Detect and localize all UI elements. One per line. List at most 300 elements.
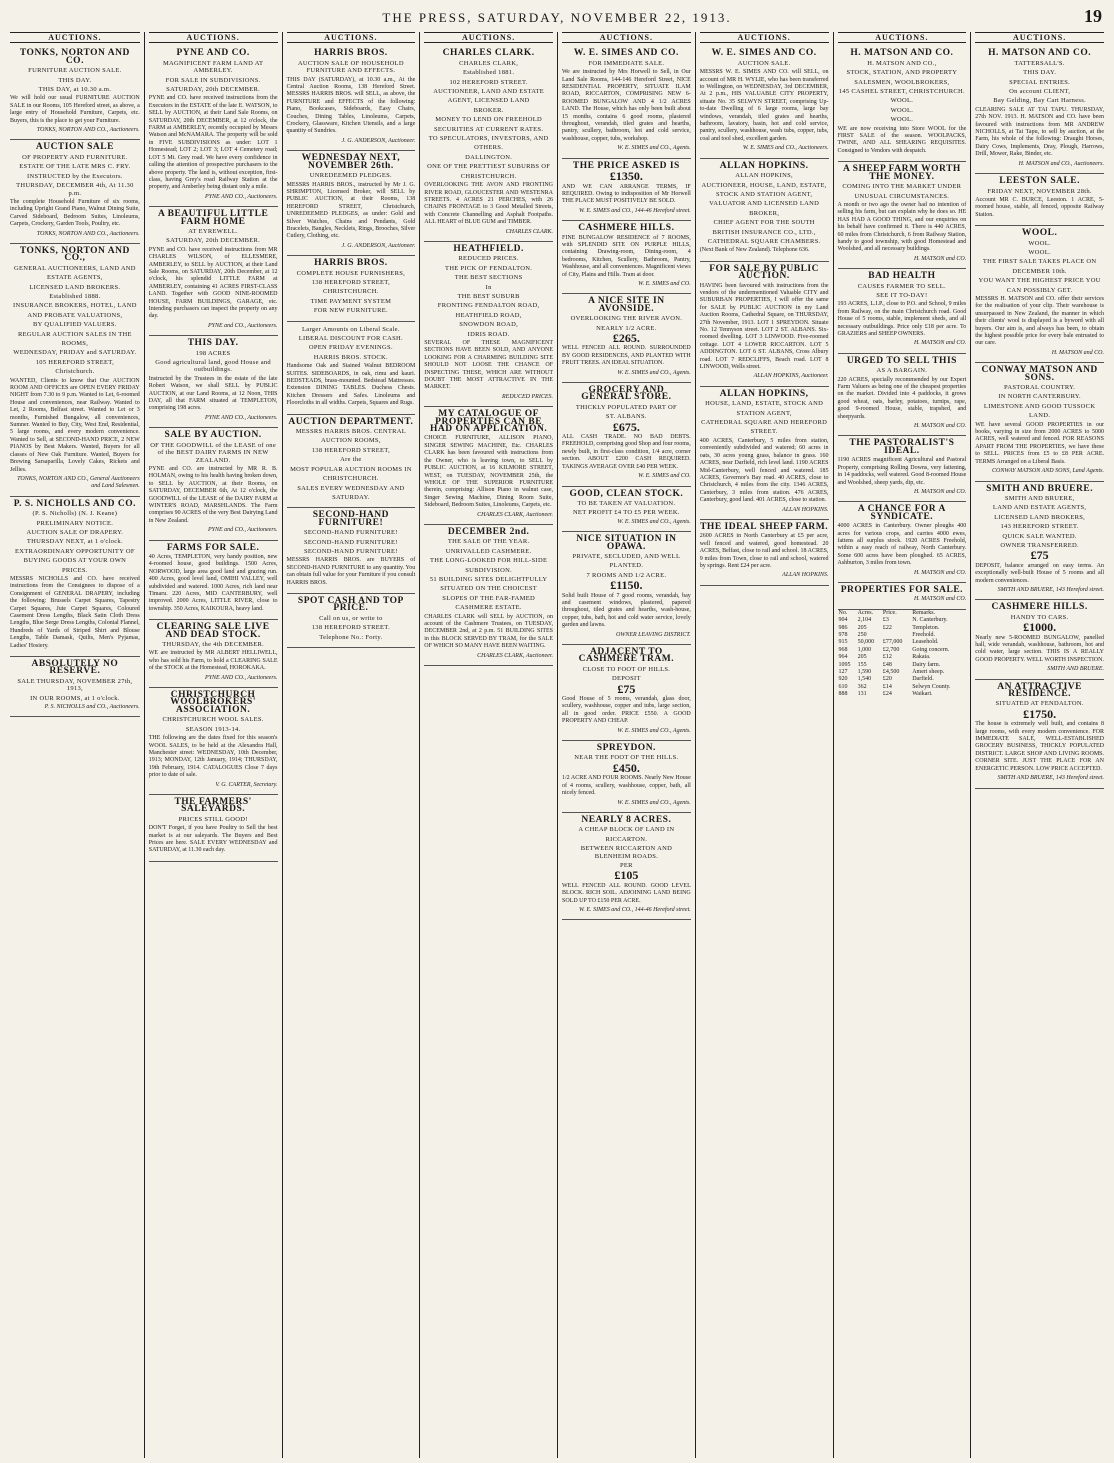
ad-subheading: SMITH AND BRUERE, <box>1004 494 1075 502</box>
ad-subheading: EXTRAORDINARY OPPORTUNITY OF <box>14 547 135 555</box>
ad-heading: SMITH AND BRUERE. <box>986 483 1094 494</box>
advertisement <box>424 525 553 666</box>
ad-subheading: MESSRS HARRIS BROS. CENTRAL <box>295 428 407 436</box>
advertisement <box>287 415 416 509</box>
advertisement <box>700 262 829 387</box>
ad-signature: W. E. SIMES and CO., Agents. <box>617 518 691 525</box>
ad-heading: MY CATALOGUE OF PROPERTIES CAN BE HAD ON APPLICATION. <box>429 409 548 435</box>
ad-heading: PROPERTIES FOR SALE. <box>840 584 964 595</box>
table-row <box>838 654 967 661</box>
ad-subheading: LIMESTONE AND GOOD TUSSOCK <box>983 402 1096 410</box>
ad-subheading: FURNITURE AUCTION SALE. <box>28 67 122 75</box>
column <box>144 32 282 1458</box>
ad-body: Account MR C. BURCE, Leeston. 1 ACRE, 5-roomed house, stable, all fenced, opposite Railway Station. <box>975 196 1104 218</box>
ad-body: OVERLOOKING THE AVON AND FRONTING RIVER ROAD, GLOUCESTER AND WESTENRA STREETS. 4 ACRES 21 PERCHES, with 26 CHAINS FRONTAGE to 3 Good Metalled Streets, with Concrete Channelling and Asphalt Footpaths. ALL HEART of BLUE GUM and TIMBER. <box>424 182 553 226</box>
advertisement <box>287 256 416 321</box>
advertisement <box>149 541 278 621</box>
table-cell: 610 <box>838 683 848 690</box>
table-cell: £4,500 <box>882 669 900 676</box>
ad-heading: ADJACENT TO CASHMERE TRAM. <box>578 647 675 665</box>
table-cell: £12 <box>882 654 892 661</box>
ad-signature: REDUCED PRICES. <box>502 393 553 400</box>
column-heading: AUCTIONS. <box>149 32 278 43</box>
ad-subheading: UNREDEEMED PLEDGES. <box>309 172 392 180</box>
ad-subheading: CLOSE TO FOOT OF HILLS. <box>582 665 671 673</box>
ad-subheading: DALLINGTON. <box>465 153 513 161</box>
ad-subheading: HARRIS BROS. STOCK. <box>313 353 388 361</box>
ad-signature: H. MATSON and CO., Auctioneers. <box>1018 160 1104 167</box>
ad-subheading: SALE THURSDAY, NOVEMBER 27th, 1913, <box>17 677 133 693</box>
table-cell: Going concern. <box>912 646 950 653</box>
ad-heading: THIS DAY. <box>187 338 239 349</box>
ad-subheading: REGULAR AUCTION SALES IN THE <box>18 330 132 338</box>
ad-heading: SPREYDON. <box>596 743 656 754</box>
ad-subheading: SALESMEN, WOOLBROKERS, <box>854 78 950 86</box>
advertisement <box>975 226 1104 363</box>
ad-subheading: FOR NEW FURNITURE. <box>313 307 388 315</box>
ad-signature: H. MATSON and CO. <box>913 596 967 603</box>
ad-heading: HEATHFIELD. <box>453 243 524 254</box>
ad-subheading: CASHMERE ESTATE. <box>455 604 522 612</box>
ad-price: £1750. <box>1023 706 1057 721</box>
ad-subheading: FOR SALE IN SUBDIVISIONS. <box>165 76 261 84</box>
ad-heading: GOOD, CLEAN STOCK. <box>569 488 684 499</box>
ad-signature: H. MATSON and CO. <box>913 255 967 262</box>
advertisement <box>149 795 278 862</box>
ad-subheading: NEAR THE FOOT OF THE HILLS. <box>574 754 679 762</box>
ad-body: MESSRS NICHOLLS and CO. have received instructions from the Consignees to dispose of a Consignment of GENERAL DRAPERY, including the following: Brussels Carpet Squares, Tapestry Carpet Squares, Jute Carpet Squares, Coloured Casement Dress Lengths, Black Satin Cloth Dress Lengths, Blue Serge Dress Lengths, Colonial Flannel, Hundreds of Yards of Striped Shirt and Blouse Lengths, Table Damask, Quilts, Men's Pyjamas, Ladies' Hosiery. <box>10 575 140 649</box>
ad-subheading: OTHERS. <box>474 144 504 152</box>
ad-subheading: PRELIMINARY NOTICE. <box>36 519 114 527</box>
advertisement <box>562 487 691 533</box>
ad-subheading: ROOMS, <box>61 340 89 347</box>
advertisement <box>562 46 691 158</box>
ad-price: £1350. <box>609 169 643 184</box>
table-cell: 362 <box>857 683 867 690</box>
ad-signature: W. E. SIMES and CO. <box>638 280 691 287</box>
ad-subheading: LIBERAL DISCOUNT FOR CASH. <box>298 335 403 342</box>
ad-heading: P. S. NICHOLLS AND CO. <box>13 498 137 509</box>
ad-body: SEVERAL OF THESE MAGNIFICENT SECTIONS HAVE BEEN SOLD, AND ANYONE LOOKING FOR A CHARMING BUILDING SITE SHOULD NOT LOOSE THE CHANCE OF INSPECTING THESE, WHICH ARE WITHOUT DOUBT THE MOST ATTRACTIVE IN THE MARKET. <box>424 340 553 391</box>
ad-subheading: THIS DAY. <box>1023 69 1057 77</box>
column-heading: AUCTIONS. <box>838 32 967 43</box>
advertisement <box>700 387 829 520</box>
ad-signature: CHARLES CLARK. <box>505 228 553 235</box>
advertisement <box>975 482 1104 601</box>
table-cell: 964 <box>838 654 848 661</box>
ad-subheading: SALES EVERY WEDNESDAY AND <box>297 484 405 492</box>
table-cell: Waikari. <box>912 691 933 698</box>
ad-subheading: WOOL. <box>1028 248 1051 256</box>
ad-signature: W. E. SIMES and CO., 144-46 Hereford street. <box>578 906 691 913</box>
table-cell: 205 <box>857 624 867 631</box>
ad-body: WE are instructed by MR ALBERT HELLIWELL, who has sold his Farm, to hold a CLEARING SALE of the STOCK at the Homestead, HOROKAKA. <box>148 650 278 672</box>
ad-body: CLEARING SALE AT TAI TAPU. THURSDAY, 27th NOV. 1913. H. MATSON and CO. have been favoured with instructions from MR ANDREW NICHOLLS, at Tai Tapu, to sell by auction, at the Farm, his whole of the following: Draught Horses, Dairy Cows, Implements, Dray, Plough, Harrows, Drill, Mower, Rake, Binder, etc. <box>975 106 1104 158</box>
table-row <box>838 691 967 698</box>
ad-heading: W. E. SIMES AND CO. <box>573 48 679 59</box>
ad-heading: FARMS FOR SALE. <box>166 542 260 553</box>
ad-subheading: ESTATE OF THE LATE MRS C. FRY. <box>19 163 131 171</box>
table-cell: 1,590 <box>857 669 872 676</box>
ad-signature: V. G. CARTER, Secretary. <box>215 781 278 788</box>
ad-signature: H. MATSON and CO. <box>1051 349 1104 356</box>
ad-subheading: A CHEAP BLOCK OF LAND IN <box>578 826 675 834</box>
ad-subheading: BROKER. <box>473 106 504 114</box>
table-cell: 205 <box>857 654 867 661</box>
advertisement <box>562 383 691 486</box>
ad-subheading: LAND. <box>1029 412 1051 420</box>
ad-heading: THE FARMERS' SALEYARDS. <box>174 796 252 815</box>
table-cell: 1095 <box>838 661 851 668</box>
advertisement <box>424 407 553 525</box>
ad-subheading: DEPOSIT <box>611 675 641 683</box>
ad-subheading: 198 ACRES <box>195 349 231 357</box>
table-cell: 978 <box>838 632 848 638</box>
advertisement <box>562 813 691 920</box>
table-row <box>838 639 967 646</box>
ad-heading: SPOT CASH AND TOP PRICE. <box>297 595 404 614</box>
ad-body: 400 ACRES, Canterbury, 5 miles from station, conveniently subdivided and watered; 60 acres in oats, 30 acres young grass, balance in grass. 160 ACRES, near Darfield, rich level land. 1190 ACRES Mid-Canterbury, well fenced and watered. 185 ACRES, Governor's Bay road. 40 ACRES, close to Christchurch, 4 miles from the city. 1346 ACRES, Canterbury, 3 miles from station. 476 ACRES, Canterbury, good land. 401 ACRES, close to station. <box>699 437 829 504</box>
ad-signature: H. MATSON and CO. <box>913 488 967 495</box>
table-row <box>838 676 967 683</box>
ad-signature: SMITH AND BRUERE, 143 Hereford street. <box>997 586 1104 593</box>
ad-subheading: ST. ALBANS. <box>605 413 647 421</box>
ad-subheading: CHRISTCHURCH. <box>323 475 379 483</box>
ad-signature: OWNER LEAVING DISTRICT. <box>615 631 691 638</box>
ad-body: We are instructed by Mrs Horwell to Sell, in Our Land Sale Rooms, 144-146 Hereford Street, NICE RESIDENTIAL PROPERTY, SITUATE ILAM ROAD, RICCARTON, COMPRISING NEW 6-ROOMED BUNGALOW AND 4 1/2 ACRES LAND. The House, which has only been built about 15 months, contains 6 good rooms, plastered throughout, verandah, tiled grates and hearths, pantry, scullery, bathroom, hot and cold service, washhouse, copper, tubs, workshop. <box>562 69 691 142</box>
table-cell: £14 <box>882 683 892 690</box>
advertisement <box>975 363 1104 481</box>
ad-signature: P. S. NICHOLLS and CO., Auctioneers. <box>44 704 140 711</box>
ad-body: WE have several GOOD PROPERTIES in our books, varying in size from 2000 ACRES to 5000 ACRES, well watered and fenced. FOR REASONS APART FROM THE PROPERTIES, we have these to SELL. PRICES from £5 to £8 PER ACRE. TERMS Arranged on a Liberal Basis. <box>975 421 1104 465</box>
ad-signature: W. E. SIMES and CO., Auctioneers. <box>742 145 829 152</box>
ad-signature: J. G. ANDERSON, Auctioneer. <box>341 242 416 249</box>
column-heading: AUCTIONS. <box>700 32 829 43</box>
ad-subheading: THE SALE OF THE YEAR. <box>447 538 530 546</box>
ad-subheading: AUCTIONEER, HOUSE, LAND, ESTATE, <box>701 181 827 189</box>
ad-body: 1/2 ACRE AND FOUR ROOMS. Nearly New House of 4 rooms, scullery, washhouse, copper, bath, all nicely fenced. <box>562 775 691 797</box>
table-cell: 968 <box>838 646 848 653</box>
advertisement <box>562 532 691 645</box>
ad-heading: HARRIS BROS. <box>314 258 388 269</box>
ad-subheading: H. MATSON AND CO., <box>867 59 937 67</box>
advertisement <box>10 244 140 497</box>
table-cell: 986 <box>838 624 848 631</box>
ad-signature: ALLAN HOPKINS. <box>782 506 829 513</box>
column <box>695 32 833 1458</box>
ad-subheading: WOOL. <box>890 116 914 124</box>
ad-subheading: WEDNESDAY, FRIDAY and SATURDAY. <box>13 349 137 357</box>
ad-body: The house is extremely well built, and contains 8 large rooms, with every modern convenience. FOR IMMEDIATE SALE, WELL-ESTABLISHED GROCERY BUSINESS, THICKLY POPULATED DISTRICT. LARGE SHOP AND LIVING ROOMS. CORNER SITE. JUST THE PLACE FOR AN ENERGETIC PERSON. LOW PRICE ACCEPTED. <box>975 721 1104 772</box>
ad-signature: PYNE and CO., Auctioneers. <box>207 527 278 534</box>
table-cell: 2,104 <box>857 617 872 624</box>
ad-subheading: 102 HEREFORD STREET. <box>449 78 528 86</box>
ad-heading: CASHMERE HILLS. <box>991 602 1088 613</box>
ad-subheading: ESTATE AGENTS, <box>47 274 103 282</box>
ad-subheading: Are the <box>340 456 362 464</box>
table-cell: £3 <box>882 617 889 624</box>
advertisement <box>562 294 691 383</box>
ad-subheading: PRICES. <box>61 566 88 574</box>
advertisement <box>562 741 691 813</box>
ad-subheading: IDRIS ROAD. <box>467 330 510 338</box>
ad-subheading: BROKER, <box>749 209 780 217</box>
ad-signature: H. MATSON and CO. <box>913 423 967 430</box>
table-cell: £24 <box>882 691 892 698</box>
ad-subheading: ALLAN HOPKINS, <box>735 172 793 180</box>
ad-heading: BAD HEALTH <box>868 271 936 282</box>
ad-heading: AUCTION SALE <box>35 142 114 153</box>
ad-signature: TONKS, NORTON AND CO., General Auctioneers and Land Salesmen. <box>17 475 140 490</box>
ad-body: THIS DAY (SATURDAY), at 10.30 a.m., At the Central Auction Rooms, 138 Hereford Street. MESSRS HARRIS BROS. will SELL, as above, the FURNITURE and EFFECTS of the following: Piano, Bookcases, Sideboards, Easy Chairs, Couches, Dining Tables, Linoleums, Carpets, Crockery, Glassware, Kitchen Utensils, and a large quantity of Sundries. <box>286 76 416 135</box>
ad-price: £675. <box>612 419 640 434</box>
ad-heading: CLEARING SALE LIVE AND DEAD STOCK. <box>156 622 270 640</box>
ad-subheading: Telephone No.: Forty. <box>319 633 383 641</box>
column <box>970 32 1108 1458</box>
ad-subheading: HANDY TO CARS. <box>1010 613 1069 621</box>
table-cell: £22 <box>882 624 892 631</box>
table-cell: 888 <box>838 691 848 698</box>
column-heading: AUCTIONS. <box>424 32 553 43</box>
ad-subheading: PRICES STILL GOOD! <box>178 815 248 823</box>
ad-subheading: ONE OF THE PRETTIEST SUBURBS OF <box>427 163 551 171</box>
advertisement <box>975 174 1104 226</box>
ad-heading: DECEMBER 2nd. <box>447 526 530 537</box>
ad-subheading: VALUATOR AND LICENSED LAND <box>709 200 820 208</box>
advertisement <box>149 688 278 795</box>
ad-subheading: THE PICK OF FENDALTON. <box>445 264 533 272</box>
ad-heading: HARRIS BROS. <box>314 48 388 59</box>
ad-subheading: STOCK, STATION, AND PROPERTY <box>846 69 958 77</box>
ad-price: £450. <box>612 760 640 775</box>
ad-subheading: Established 1888. <box>49 292 101 300</box>
ad-heading: WOOL. <box>1021 228 1058 239</box>
advertisement <box>838 502 967 583</box>
ad-subheading: 138 HEREFORD STREET, <box>311 278 391 286</box>
ad-body: AND WE CAN ARRANGE TERMS, IF REQUIRED. Owing to indisposition of Mr Horwell THE PLACE MUST POSITIVELY BE SOLD. <box>562 183 691 205</box>
ad-subheading: SPECIAL ENTRIES. <box>1009 78 1071 86</box>
ad-subheading: CATHEDRAL SQUARE CHAMBERS. <box>707 237 821 245</box>
advertisement <box>975 600 1104 679</box>
ad-heading: A NICE SITE IN AVONSIDE. <box>588 296 665 314</box>
table-cell: 1,000 <box>857 646 872 653</box>
ad-signature: H. MATSON and CO. <box>913 340 967 347</box>
table-header-cell: No. <box>838 609 848 616</box>
ad-body: PYNE and CO. have received instructions from MR CHARLES WILSON, of ELLESMERE, AMBERLEY, to SELL by AUCTION, at their Land Sale Rooms, on SATURDAY, 20th December, at 12 o'clock, his splendid LITTLE FARM at AMBERLEY, containing 41 ACRES FIRST-CLASS LAND. Together with GOOD NINE-ROOMED HOUSE, FARM BUILDINGS, GARAGE, etc. Intending purchasers can inspect the property on any day. <box>148 246 278 320</box>
ad-subheading: YOU WANT THE HIGHEST PRICE YOU <box>978 277 1101 285</box>
table-cell: £77,000 <box>882 639 903 646</box>
table-cell: Dairy farm. <box>912 661 941 668</box>
ad-subheading: 7 ROOMS AND 1/2 ACRE. <box>586 571 667 579</box>
advertisement <box>838 354 967 437</box>
ad-subheading: THE FIRST SALE TAKES PLACE ON <box>982 258 1097 266</box>
ad-heading: ALLAN HOPKINS, <box>719 388 809 399</box>
table-header-cell: Acres. <box>857 609 874 616</box>
columns-container <box>6 32 1108 1458</box>
ad-subheading: AUCTION SALE OF DRAPERY. <box>26 528 124 536</box>
ad-subheading: OWNER TRANSFERRED. <box>1000 541 1079 549</box>
ad-signature: PYNE AND CO., Auctioneers. <box>205 674 278 681</box>
table-cell: 50,000 <box>857 639 875 646</box>
ad-subheading: AUCTION SALE OF HOUSEHOLD FURNITURE AND EFFECTS. <box>297 59 404 75</box>
ad-subheading: CHIEF AGENT FOR THE SOUTH <box>713 219 815 227</box>
advertisement <box>10 140 140 243</box>
ad-subheading: THE BEST SECTIONS <box>454 274 523 282</box>
masthead <box>0 0 1114 30</box>
ad-body: WANTED, Clients to know that Our AUCTION ROOM AND OFFICES are OPEN EVERY FRIDAY NIGHT from 7.30 to 9 p.m. Wanted to Let, 6-roomed House and conveniences, near Railway. Wanted to Let, 2 Rooms, Belfast street. Wanted to Let or 3 months, Furnished Bungalow, all conveniences, Sumner. Wanted to Buy, City, West End, Residential, 5 large rooms, and every modern convenience. Wanted to Sell, at SECOND-HAND PRICE, 2 NEW PIANOS by Best Makers. Wanted, Buyers for all classes of New Oak Furniture. Wanted, Buyers for Brewing Sarsaparilla, Lovely Cakes, Rickets and Jellies. <box>10 377 140 473</box>
ad-body: (Next Bank of New Zealand). Telephone 636. <box>699 247 810 254</box>
table-row <box>838 662 967 669</box>
ad-heading: H. MATSON AND CO. <box>850 48 954 59</box>
ad-subheading: CHARLES CLARK, <box>459 59 519 67</box>
ad-body: We will hold our usual FURNITURE AUCTION SALE in our Rooms, 105 Hereford street, as above, a large entry of Household Furniture, Carpets, etc. Buyers, this is the place to get your Furniture. <box>10 95 140 124</box>
advertisement <box>838 162 967 269</box>
ad-price: £75 <box>1030 548 1049 563</box>
column-heading: AUCTIONS. <box>287 32 416 43</box>
ad-body: MESSRS W. E. SIMES AND CO. will SELL, on account of MR H. WYLIE, who has been transferred to Wellington, on WEDNESDAY, 3rd DECEMBER, At 2 p.m., HIS VALUABLE CITY PROPERTY, situate No. 35 SELWYN STREET, comprising Up-to-date Dwelling of 6 large rooms, large bay windows, verandah, tiled grates and hearths, bathroom, lavatory, basin, hot and cold service, pantry, scullery, washhouse, wash tubs, copper, tubs, coal and tool shed, excellent garden. <box>699 69 829 142</box>
ad-subheading: COMING INTO THE MARKET UNDER <box>842 183 962 191</box>
ad-subheading: TO SPECULATORS, INVESTORS, AND <box>428 135 549 143</box>
ad-subheading: SNOWDON ROAD, <box>459 321 519 329</box>
ad-signature: PYNE AND CO., Auctioneers. <box>205 193 278 200</box>
ad-subheading: THE BEST SUBURB <box>457 292 520 300</box>
ad-signature: ALLAN HOPKINS, Auctioneer. <box>753 373 829 380</box>
table-cell: £20 <box>882 676 892 683</box>
table-cell: 131 <box>857 691 867 698</box>
column-heading: AUCTIONS. <box>562 32 691 43</box>
ad-signature: W. E. SIMES and CO., Agents. <box>617 145 691 152</box>
ad-subheading: THURSDAY, DECEMBER 4th, At 11.30 p.m. <box>16 182 134 197</box>
ad-subheading: LAND AND ESTATE AGENTS, <box>992 504 1087 512</box>
ad-body: MESSRS HARRIS BROS. are BUYERS of SECOND-HAND FURNITURE to any quantity. You can obtain full value for your Furniture if you consult HARRIS BROS. <box>286 557 416 586</box>
ad-subheading: WOOL. <box>1028 239 1051 247</box>
ad-heading: PYNE AND CO. <box>176 48 250 59</box>
ad-subheading: PLANTED. <box>609 562 644 570</box>
ad-subheading: Good agricultural land, good House and outbuildings. <box>155 359 271 374</box>
ad-subheading: Established 1881. <box>462 69 515 77</box>
ad-body: WELL FENCED ALL ROUND. SURROUNDED BY GOOD RESIDENCES, AND PLANTED WITH FRUIT TREES. AN IDEAL SITUATION. <box>562 345 691 367</box>
ad-subheading: STOCK AND STATION AGENT, <box>715 190 813 198</box>
ad-subheading: PRIVATE, SECLUDED, AND WELL <box>572 552 681 560</box>
ad-body: WELL FENCED ALL ROUND. GOOD LEVEL BLOCK. RICH SOIL. ADJOINING LAND BEING SOLD UP TO £150 PER ACRE. <box>562 882 691 904</box>
column-heading: AUCTIONS. <box>975 32 1104 43</box>
ad-body: ALL CASH TRADE. NO BAD DEBTS. FREEHOLD, comprising good Shop and four rooms, newly built, in first-class condition, 1/4 acre, corner section. ABOUT £200 CASH REQUIRED. TAKINGS AVERAGE OVER £40 PER WEEK. <box>562 434 691 470</box>
table-row <box>838 647 967 654</box>
advertisement <box>287 594 416 648</box>
ad-heading: GROCERY AND GENERAL STORE. <box>581 385 672 403</box>
ad-heading: ABSOLUTELY NO RESERVE. <box>31 659 119 677</box>
ad-subheading: SLOPES OF THE FAR-FAMED <box>442 594 535 602</box>
ad-subheading: THE LONG-LOOKED FOR HILL-SIDE <box>430 557 548 565</box>
advertisement <box>10 497 140 657</box>
ad-heading: TONKS, NORTON AND CO. <box>19 48 130 66</box>
ad-subheading: MOST POPULAR AUCTION ROOMS IN <box>290 465 412 473</box>
masthead-title: THE PRESS, SATURDAY, NOVEMBER 22, 1913. <box>382 10 732 25</box>
table-row <box>838 617 967 624</box>
ad-subheading: TIME PAYMENT SYSTEM <box>310 297 392 305</box>
table-cell: 127 <box>838 669 848 676</box>
advertisement <box>287 46 416 151</box>
ad-subheading: Call on us, or write to <box>319 614 383 622</box>
ad-signature: ALLAN HOPKINS. <box>782 572 829 579</box>
ad-heading: A SHEEP FARM WORTH THE MONEY. <box>842 164 961 182</box>
ad-subheading: AUCTIONEER, LAND AND ESTATE <box>433 88 545 96</box>
ad-price: £1150. <box>610 578 643 593</box>
ad-signature: W. E. SIMES and CO., Agents. <box>617 799 691 806</box>
ad-body: PYNE and CO. are instructed by MR R. B. HOLMAN, owing to his health having broken down, to SELL by AUCTION, at their Rooms, on SATURDAY, DECEMBER 6th, At 12 o'clock, the GOODWILL of the LEASE of the DAIRY FARM at WINTER'S ROAD, MARSHLANDS. The Farm comprises 90 ACRES of the very Best Dairying Land in New Zealand. <box>148 465 278 524</box>
ad-body: FINE BUNGALOW RESIDENCE of 7 ROOMS, with SPLENDID SITE ON PURPLE HILLS, containing Drawing-room, Dining-room, 4 bedrooms, Kitchen, Scullery, Bathroom, Pantry, Washhouse, and all conveniences. Magnificent views of City, Plains and Hills. Tram at door. <box>562 234 691 278</box>
ad-heading: A BEAUTIFUL LITTLE FARM HOME <box>157 209 269 227</box>
ad-body: 40 Acres, TEMPLETON, very handy position, new 4-roomed house, good buildings. 1500 Acres, NORWOOD, large area good land and grazing run. 400 Acres, good level land, OMIHI VALLEY, well subdivided and watered. 1000 Acres, rich land near Timaru. 220 Acres, MID CANTERBURY, well improved. 2000 Acres, LITTLE RIVER, close to township. 350 Acres, KAIKOURA, heavy land. <box>148 553 278 612</box>
ad-signature: H. MATSON and CO. <box>913 569 967 576</box>
ad-heading: LEESTON SALE. <box>999 176 1081 187</box>
ad-heading: CHRISTCHURCH WOOLBROKERS' ASSOCIATION. <box>170 690 256 715</box>
table-header-cell: Remarks. <box>912 609 936 616</box>
ad-body: Handsome Oak and Stained Walnut BEDROOM SUITES. SIDEBOARDS, in oak, rimu and kauri. BEDSTEADS, brass-mounted. Bedstead Mattresses. Extension DINING TABLES. Duchess Chests. Kitchen Dressers and Safes. Linoleums and Floorcloths in all widths. Carpets, Squares and Rugs. <box>286 363 416 407</box>
ad-signature: PYNE AND CO., Auctioneers. <box>205 414 278 421</box>
ad-subheading: OPEN FRIDAY EVENINGS. <box>308 344 393 352</box>
ad-subheading: BRITISH INSURANCE CO., LTD., <box>712 228 816 236</box>
ad-subheading: AUCTION SALE. <box>737 59 791 67</box>
ad-signature: W. E. SIMES and CO. <box>638 473 691 480</box>
advertisement <box>10 46 140 140</box>
table-row <box>838 632 967 639</box>
ad-subheading: SITUATED AT FENDALTON. <box>995 700 1084 708</box>
advertisement <box>975 680 1104 789</box>
table-header-row <box>838 610 967 617</box>
ad-subheading: SATURDAY, 20th DECEMBER. <box>166 237 261 245</box>
table-cell: 250 <box>857 632 867 638</box>
ad-body: PYNE and CO. have received instructions from the Executors in the ESTATE of the late E. WATSON, to SELL by AUCTION, at their Land Sale Rooms, on SATURDAY, 20th DECEMBER, at 12 o'clock, the FARM at AMBERLEY, recently occupied by Messrs Watson and McNAMARA. The property will be sold in FIVE SUBDIVISIONS as under: LOT 1 Homestead; LOT 2; LOT 3; LOT 4 Cemetery road; LOT 5 Mt. Grey road. We have every confidence in calling the attention of prospective purchasers to the above property. The land is, without exception, first-class, having Grey's road Railway Station at the property, and Amberley being distant only a mile. <box>148 95 278 191</box>
table-cell <box>882 632 911 639</box>
ad-subheading: MONEY TO LEND ON FREEHOLD <box>435 116 542 124</box>
ad-subheading: BUYING GOODS AT YOUR OWN <box>23 557 127 565</box>
table-row <box>838 669 967 676</box>
properties-table <box>838 610 967 699</box>
advertisement <box>562 645 691 741</box>
table-cell: Leasehold. <box>912 639 939 646</box>
advertisement <box>700 520 829 586</box>
advertisement <box>838 436 967 502</box>
ad-subheading: 138 HEREFORD STREET, <box>311 446 391 454</box>
ad-signature: W. E. SIMES and CO., Agents. <box>617 369 691 376</box>
table-cell: 904 <box>838 617 848 624</box>
ad-subheading: SECOND-HAND FURNITURE! <box>303 547 398 555</box>
ad-signature: SMITH AND BRUERE, 143 Hereford street. <box>997 775 1104 782</box>
column <box>557 32 695 1458</box>
column-heading: AUCTIONS. <box>10 32 140 43</box>
ad-subheading: BETWEEN RICCARTON AND BLENHEIM ROADS. <box>580 845 673 860</box>
ad-price: £105 <box>614 868 639 883</box>
ad-subheading: STREET. <box>750 428 778 436</box>
ad-subheading: UNRIVALLED CASHMERE. <box>445 547 532 555</box>
ad-signature: CHARLES CLARK, Auctioneer. <box>477 511 553 518</box>
ad-heading: THE PASTORALIST'S IDEAL. <box>849 438 955 456</box>
ad-heading: THE PRICE ASKED IS <box>572 160 680 171</box>
ad-subheading: AUCTION ROOMS, <box>320 437 381 445</box>
table-cell: Darfield. <box>912 676 934 683</box>
ad-subheading: 51 BUILDING SITES DELIGHTFULLY <box>429 575 548 583</box>
ad-body: Instructed by the Trustees in the estate of the late Robert Watson, we shall SELL by PUBLIC AUCTION, at our Land Rooms, at 12 Noon, THIS DAY, all that FARM situated at TEMPLETON, comprising 198 acres. <box>148 375 278 412</box>
ad-subheading: SEASON 1913-14. <box>185 725 241 733</box>
table-cell: 920 <box>838 676 848 683</box>
ad-body: THE following are the dates fixed for this season's WOOL SALES, to be held at the Alexandra Hall, Manchester street: WEDNESDAY, 10th December, 1913; MONDAY, 12th January, 1914; THURSDAY, 19th February, 1914. CATALOGUES Close 7 days prior to date of sale. <box>148 735 278 779</box>
ad-heading: CASHMERE HILLS. <box>578 223 675 234</box>
ad-subheading: In <box>485 283 492 291</box>
table-cell: £2,700 <box>882 646 900 653</box>
ad-subheading: NEARLY 1/2 ACRE. <box>596 324 657 332</box>
ad-subheading: THURSDAY NEXT, at 1 o'clock. <box>26 538 123 546</box>
